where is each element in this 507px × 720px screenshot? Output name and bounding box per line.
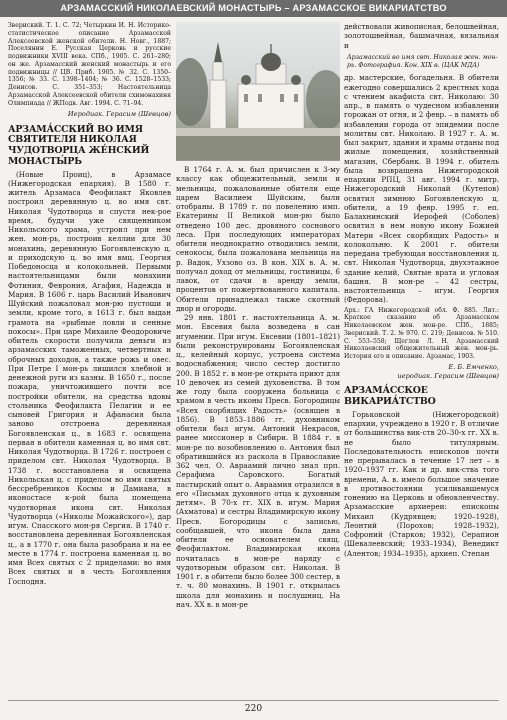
author-signature-2: Е. Б. Емченко, xyxy=(448,362,499,371)
article-body-2: Горьковской (Нижегородской) епархии, учреждено в 1920 г. В отличие от большинства вик-ств 20–30-х гг. XX в. не было титулярным. Последовательность епископов почти не прерывалась в течение 17 лет – в 1920–1937 гг. Как и др. вик-ства того времени, А. в. имело большое значение в противостоянии усиливавшемуся гонению на Церковь и обновленчеству. Арзамасские архиереи: епископы Михаил (Кудрявцев; 1920–1928), Леонтий (Порохов; 1928–1932), Софроний (Старков; 1932), Серапион (Шевалеевский; 1933–1934), Венедикт (Алентов; 1934–1935), архиеп. Степан xyxy=(344,409,499,558)
article-body-continued-2: 29 янв. 1801 г. настоятельница А. м. мон. Евсевия была возведена в сан игумении. При игум. Евсевии (1801–1821) были реконструированы Богоявленская ц., келейный корпус, устроена система водоснабжения; число сестер достигло 200. В 1852 г. в мон-ре открыта приют для 10 девочек из семей духовенства. В том же году была сооружена больница с храмом в честь иконы Пресв. Богородицы «Всех скорбящих Радость» (освящен в 1856). В 1853–1886 гг. духовником обители был игум. Антоний Некрасов, ранее миссионер в Сибири. В 1884 г. в мон-ре по возобновлению о. Антония был обратившийся из раскола в Православие 362 чел. О. Авраамий лично знал прп. Серафима Саровского. Богатый пастырский опыт о. Авраамия отразился в его «Письмах духовного отца к духовным детям». В 70-х гг. XIX в. игум. Мария (Ахматова) и сестры Владимирскую икону Пресв. Богородицы с записью, сообщавшей, что икона была дана обители ее основателем свящ. Феофилактом. Владимирская икона почиталась в мон-ре наряду с чудотворным образом свт. Николая. В 1901 г. в обители было более 300 сестер, в т. ч. 80 монахинь. В 1901 г. открылась школа для монахинь и послушниц. На нач. XX в. в мон-ре xyxy=(176,313,340,609)
article-heading-2: АРЗАМА́ССКОЕ ВИКАРИА́ТСТВО xyxy=(344,385,436,408)
article-body-continued: В 1764 г. А. м. был причислен к 3-му классу как общежительный, земли и мельницы, пожалованные обители еще царем Василием Шуйским, были отобраны. В 1789 г. по повелению имп. Екатерины II Великой мон-рю было отведено 100 дес. дровяного соснового леса. При последующих императорах обители неоднократно отводились земли, сенокосы, была пожалована мельница на р. Вадок, Ухзово оз. В кон. XIX в. А. м. получал доход от мельницы, гостиницы, 6 лавок, от сдачи в аренду земли, процентов от пожертвованного капитала. Обители принадлежал также скотный двор и огороды. xyxy=(176,165,340,313)
author-signature-3: иеродиак. Герасим (Шевцов) xyxy=(397,372,499,381)
monastery-illustration xyxy=(176,22,340,160)
photo-caption: Арзамасский во имя свт. Николая жен. мон-рь. Фотография. Кон. XIX в. (ЦАК МДА) xyxy=(347,53,498,69)
footer-rule xyxy=(8,700,499,701)
column-middle xyxy=(176,22,340,609)
article-body-continued-3: др. мастерские, богадельня. В обители ежегодно совершались 2 крестных хода с чтением акафиста свт. Николаю: 30 апр., в память о чудесном избавлении горожан от огня, и 2 февр. – в память об избавлении города от эпидемии после молитвы свт. Николаю. В 1927 г. А. м. был закрыт, здания и храмы отданы под жилые помещения, хозяйственный магазин, Сбербанк. В 1994 г. обитель была возвращена Нижегородской епархии РПЦ, 31 авг. 1994 г. митр. Нижегородский Николай (Кутепов) освятил зимнюю Богоявленскую ц. обители, а 19 февр. 1995 г. еп. Балахнинский Иерофей (Соболев) освятил в нем новую икону Божией Матери «Всех скорбящих Радость» и колокольню. К 2001 г. обители передана требующая восстановления ц. свт. Николая Чудотворца, двухэтажное здание келий, Святые врата и угловая башня. В мон-ре – 42 сестры, настоятельница – игум. Георгия (Федорова). xyxy=(344,73,499,305)
article-body: (Новые Проиц), в Арзамасе (Нижегородская епархия). В 1580 г. житель Арзамаса Феофилакт Яковлев построил деревянную ц. во имя свт. Николая Чудотворца и спустя нек-рое время, будучи уже священником Никольского храма, устроил при нем жен. мон-рь, построив келлии для 30 монахинь, деревянную Богоявленскую ц. и приходскую ц. во имя вмц. Георгия Победоносца и колокольней. Первыми настоятельницами были монахини Фотиния, Феврония, Агафия, Надежда и Мария. В 1606 г. царь Василий Иванович Шуйский пожаловал мон-рю пустоши и земли, кроме того, в 1613 г. был выдан грамота на «рыбные ловли и сенные покосы». При царе Михаиле Феодоровиче обитель скорости получила деньги из арзамасских таможенных, четвертных и оброчных доходов, а также рожь и овес. При Петре I мон-рь лишился хлебной и денежной руги из казны. В 1650 г., после пожара, уничтожившего почти все постройки обители, на средства вдовы стольника Феофилакта Пелагии и ее сыновей Григория и Афанасия была заново отстроена деревянная Богоявленская ц., в 1683 г. освящена первая в обители каменная ц. во имя свт. Николая Чудотворца. В 1726 г. построен с приделом свт. Николая Чудотворца. В 1738 г. восстановлена и освящена Никольская ц. с приделом во имя святых бессребреников Космы и Дамиана, в иконостасе к-рой была помещена чудотворная икона свт. Николая Чудотворца («Николы Можайского»), дар игум. Спасского мон-ря Сергия. В 1740 г. восстановлена деревянная Богоявленская ц., а в 1770 г. она была разобрана и на ее месте в 1774 г. построена каменная ц. во имя Всех святых с 2 приделами: во имя Всех святых и в честь Богоявления Господня. xyxy=(8,169,171,586)
column-left xyxy=(8,22,171,586)
article-heading: АРЗАМА́ССКИЙ ВО ИМЯ СВЯТИТЕЛЯ НИКОЛАЯ ЧУДОТВОРЦА ЖЕ́НСКИЙ МОНАСТЫ́РЬ xyxy=(8,123,150,167)
running-header: АРЗАМАССКИЙ НИКОЛАЕВСКИЙ МОНАСТЫРЬ – АРЗАМАССКОЕ ВИКАРИАТСТВО xyxy=(0,0,507,17)
page-number: 220 xyxy=(244,704,263,714)
references-text: Звериский. Т. 1. С. 72; Четыркин И. Н. Историко-статистическое описание Арзамасской Алексеевской женской обители. Н. Новг., 1887; Поселянин Е. Русская Церковь и русские подвижники XVIII века. СПб., 1905. С. 261–280; он же. Арзамасский женский монастырь и его подвижницы // ЦВ. Приб. 1905. № 32. С. 1350–1356; № 33. С. 1398–1404; № 36. С. 1528–1533; Денисов. С. 351–353; Настоятельница Арзамасской Алексеевской обители схимонахиня Олимпиада // ЖПодв. Авг. 1994. С. 71–94. xyxy=(8,22,171,107)
author-signature: Иеродиак. Герасим (Шевцов) xyxy=(67,110,171,119)
monastery-photo xyxy=(176,22,340,161)
column-right xyxy=(344,22,499,558)
article-body-top: действовали живописная, белошвейная, золотошвейная, башмачная, вязальная и xyxy=(344,22,499,50)
references-text-2: Арх.: ГА Нижегородской обл. Ф. 885. Лит.: Краткое сказание об Арзамасском Николаевском жен. мон-ре. СПб., 1885; Звериский. Т. 2. № 970. С. 219; Денисов. № 510. С. 553–558; Щеглов Л. Н. Арзамасский Николаевский общежительный жен. мон-рь. История его и описание. Арзамас, 1903. xyxy=(344,306,499,361)
